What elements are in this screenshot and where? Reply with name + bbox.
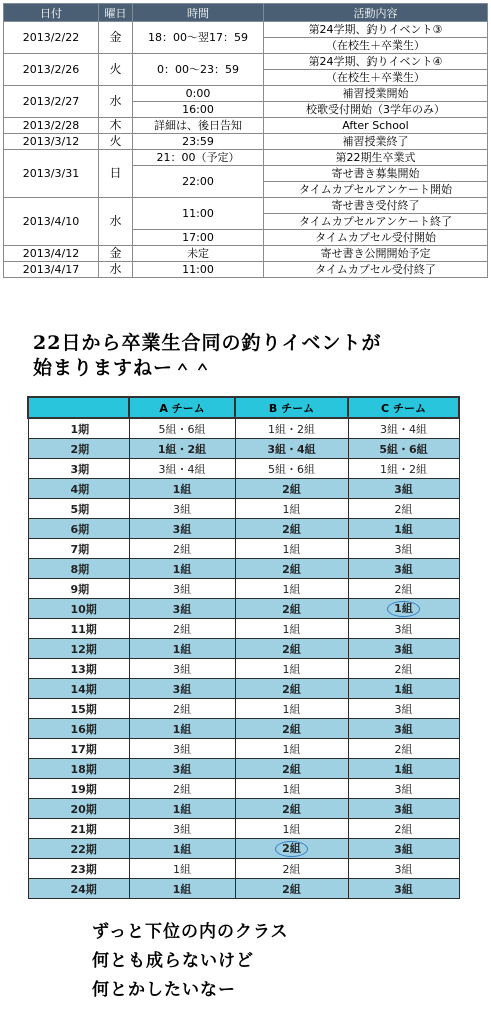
activity-cell: After School bbox=[264, 118, 488, 134]
time-cell: 18：00〜翌17：59 bbox=[133, 22, 264, 54]
period-cell: 19期 bbox=[28, 779, 129, 799]
activity-cell: 第24学期、釣りイベント④ bbox=[264, 54, 488, 70]
activity-cell: 校歌受付開始（3学年のみ） bbox=[264, 102, 488, 118]
rotation-row bbox=[28, 699, 459, 719]
activity-cell: 補習授業開始 bbox=[264, 86, 488, 102]
header-activity: 活動内容 bbox=[264, 4, 488, 22]
team-c-cell: 3組 bbox=[348, 479, 459, 499]
period-cell: 8期 bbox=[28, 559, 129, 579]
circle-mark: 1組 bbox=[387, 601, 420, 617]
rotation-table bbox=[27, 396, 460, 899]
team-b-cell: 2組 bbox=[235, 719, 348, 739]
rotation-row bbox=[28, 859, 459, 879]
team-a-cell: 3組 bbox=[129, 499, 235, 519]
date-cell: 2013/2/26 bbox=[4, 54, 99, 86]
team-b-cell: 2組 bbox=[235, 799, 348, 819]
team-b-cell: 2組 bbox=[235, 759, 348, 779]
header-team-c: C チーム bbox=[348, 397, 459, 418]
rotation-row bbox=[28, 418, 459, 439]
team-c-cell: 1組 bbox=[348, 679, 459, 699]
activity-cell: 第22期生卒業式 bbox=[264, 150, 488, 166]
time-cell: 未定 bbox=[133, 246, 264, 262]
circle-mark: 2組 bbox=[275, 841, 308, 857]
team-c-cell: 2組 bbox=[348, 579, 459, 599]
rotation-row bbox=[28, 779, 459, 799]
period-cell: 12期 bbox=[28, 639, 129, 659]
rotation-row bbox=[28, 819, 459, 839]
weekday-cell: 水 bbox=[99, 262, 133, 278]
period-cell: 23期 bbox=[28, 859, 129, 879]
schedule-row bbox=[4, 118, 488, 134]
team-b-cell: 2組 bbox=[235, 479, 348, 499]
header-time: 時間 bbox=[133, 4, 264, 22]
rotation-row bbox=[28, 599, 459, 619]
weekday-cell: 水 bbox=[99, 198, 133, 246]
activity-cell: タイムカプセルアンケート開始 bbox=[264, 182, 488, 198]
rotation-body bbox=[28, 418, 459, 899]
team-a-cell: 1組 bbox=[129, 859, 235, 879]
period-cell: 11期 bbox=[28, 619, 129, 639]
schedule-body bbox=[4, 22, 488, 278]
date-cell: 2013/4/17 bbox=[4, 262, 99, 278]
rotation-row bbox=[28, 539, 459, 559]
team-c-cell: 3組 bbox=[348, 699, 459, 719]
team-b-cell: 1組 bbox=[235, 819, 348, 839]
time-cell: 11:00 bbox=[133, 198, 264, 230]
weekday-cell: 火 bbox=[99, 54, 133, 86]
rotation-row bbox=[28, 839, 459, 859]
comment-bottom-line: 何とかしたいなー bbox=[92, 980, 236, 1000]
team-c-cell: 3組 bbox=[348, 639, 459, 659]
team-c-cell: 1組・2組 bbox=[348, 459, 459, 479]
team-a-cell: 3組 bbox=[129, 819, 235, 839]
team-b-cell: 2組 bbox=[235, 879, 348, 899]
schedule-row bbox=[4, 262, 488, 278]
weekday-cell: 水 bbox=[99, 86, 133, 118]
team-a-cell: 1組 bbox=[129, 839, 235, 859]
time-cell: 詳細は、後日告知 bbox=[133, 118, 264, 134]
comment-bottom bbox=[92, 918, 288, 1005]
weekday-cell: 金 bbox=[99, 22, 133, 54]
date-cell: 2013/4/10 bbox=[4, 198, 99, 246]
schedule-row bbox=[4, 22, 488, 38]
comment-bottom-line: ずっと下位の内のクラス bbox=[92, 922, 289, 942]
rotation-row bbox=[28, 739, 459, 759]
team-a-cell: 5組・6組 bbox=[129, 418, 235, 439]
team-c-cell: 3組 bbox=[348, 839, 459, 859]
activity-cell: 補習授業終了 bbox=[264, 134, 488, 150]
team-b-cell: 2組 bbox=[235, 679, 348, 699]
team-c-cell bbox=[348, 599, 459, 619]
team-b-cell: 1組 bbox=[235, 579, 348, 599]
schedule-row bbox=[4, 246, 488, 262]
time-cell: 22:00 bbox=[133, 166, 264, 198]
activity-cell: タイムカプセル受付開始 bbox=[264, 230, 488, 246]
team-c-cell: 1組 bbox=[348, 759, 459, 779]
team-a-cell: 1組 bbox=[129, 879, 235, 899]
header-team-a: A チーム bbox=[129, 397, 235, 418]
team-b-cell bbox=[235, 839, 348, 859]
date-cell: 2013/4/12 bbox=[4, 246, 99, 262]
team-c-cell: 2組 bbox=[348, 739, 459, 759]
weekday-cell: 火 bbox=[99, 134, 133, 150]
period-cell: 21期 bbox=[28, 819, 129, 839]
period-cell: 22期 bbox=[28, 839, 129, 859]
period-cell: 20期 bbox=[28, 799, 129, 819]
rotation-row bbox=[28, 619, 459, 639]
date-cell: 2013/3/31 bbox=[4, 150, 99, 198]
team-c-cell: 2組 bbox=[348, 499, 459, 519]
time-cell: 21：00（予定） bbox=[133, 150, 264, 166]
period-cell: 24期 bbox=[28, 879, 129, 899]
period-cell: 7期 bbox=[28, 539, 129, 559]
team-c-cell: 5組・6組 bbox=[348, 439, 459, 459]
header-team-b: B チーム bbox=[235, 397, 348, 418]
activity-cell: （在校生＋卒業生） bbox=[264, 70, 488, 86]
team-a-cell: 3組 bbox=[129, 659, 235, 679]
comment-bottom-line: 何とも成らないけど bbox=[92, 951, 254, 971]
header-date: 日付 bbox=[4, 4, 99, 22]
team-c-cell: 2組 bbox=[348, 659, 459, 679]
rotation-row bbox=[28, 579, 459, 599]
schedule-row bbox=[4, 134, 488, 150]
team-a-cell: 2組 bbox=[129, 619, 235, 639]
schedule-row bbox=[4, 150, 488, 166]
team-a-cell: 1組 bbox=[129, 799, 235, 819]
rotation-row bbox=[28, 479, 459, 499]
date-cell: 2013/2/22 bbox=[4, 22, 99, 54]
team-b-cell: 2組 bbox=[235, 599, 348, 619]
period-cell: 14期 bbox=[28, 679, 129, 699]
header-period bbox=[28, 397, 129, 418]
date-cell: 2013/2/28 bbox=[4, 118, 99, 134]
team-a-cell: 1組 bbox=[129, 559, 235, 579]
team-b-cell: 2組 bbox=[235, 519, 348, 539]
team-a-cell: 3組 bbox=[129, 759, 235, 779]
rotation-row bbox=[28, 499, 459, 519]
schedule-row bbox=[4, 198, 488, 214]
team-c-cell: 3組 bbox=[348, 539, 459, 559]
period-cell: 1期 bbox=[28, 418, 129, 439]
weekday-cell: 木 bbox=[99, 118, 133, 134]
team-b-cell: 1組 bbox=[235, 499, 348, 519]
team-c-cell: 1組 bbox=[348, 519, 459, 539]
team-a-cell: 1組 bbox=[129, 719, 235, 739]
rotation-row bbox=[28, 639, 459, 659]
comment-top-line: 始まりますねー＾＾ bbox=[33, 357, 214, 379]
time-cell: 0:00 bbox=[133, 86, 264, 102]
comment-top-line: 22日から卒業生合同の釣りイベントが bbox=[33, 332, 382, 354]
period-cell: 18期 bbox=[28, 759, 129, 779]
period-cell: 16期 bbox=[28, 719, 129, 739]
time-cell: 0：00〜23：59 bbox=[133, 54, 264, 86]
team-b-cell: 1組・2組 bbox=[235, 418, 348, 439]
period-cell: 13期 bbox=[28, 659, 129, 679]
team-a-cell: 2組 bbox=[129, 539, 235, 559]
team-a-cell: 2組 bbox=[129, 779, 235, 799]
time-cell: 11:00 bbox=[133, 262, 264, 278]
team-b-cell: 2組 bbox=[235, 859, 348, 879]
team-a-cell: 3組・4組 bbox=[129, 459, 235, 479]
period-cell: 4期 bbox=[28, 479, 129, 499]
team-a-cell: 1組・2組 bbox=[129, 439, 235, 459]
rotation-row bbox=[28, 459, 459, 479]
date-cell: 2013/2/27 bbox=[4, 86, 99, 118]
team-c-cell: 3組 bbox=[348, 719, 459, 739]
schedule-header-row bbox=[4, 4, 488, 22]
date-cell: 2013/3/12 bbox=[4, 134, 99, 150]
schedule-row bbox=[4, 86, 488, 102]
period-cell: 2期 bbox=[28, 439, 129, 459]
period-cell: 15期 bbox=[28, 699, 129, 719]
team-a-cell: 2組 bbox=[129, 699, 235, 719]
period-cell: 9期 bbox=[28, 579, 129, 599]
rotation-row bbox=[28, 799, 459, 819]
schedule-row bbox=[4, 54, 488, 70]
team-b-cell: 5組・6組 bbox=[235, 459, 348, 479]
rotation-header-row bbox=[28, 397, 459, 418]
activity-cell: タイムカプセルアンケート終了 bbox=[264, 214, 488, 230]
rotation-row bbox=[28, 719, 459, 739]
team-c-cell: 3組 bbox=[348, 859, 459, 879]
rotation-row bbox=[28, 759, 459, 779]
team-a-cell: 1組 bbox=[129, 639, 235, 659]
rotation-row bbox=[28, 659, 459, 679]
period-cell: 10期 bbox=[28, 599, 129, 619]
rotation-row bbox=[28, 519, 459, 539]
weekday-cell: 金 bbox=[99, 246, 133, 262]
team-b-cell: 1組 bbox=[235, 699, 348, 719]
comment-top bbox=[33, 331, 381, 381]
schedule-table bbox=[3, 3, 488, 278]
team-a-cell: 3組 bbox=[129, 739, 235, 759]
rotation-row bbox=[28, 679, 459, 699]
time-cell: 17:00 bbox=[133, 230, 264, 246]
team-b-cell: 1組 bbox=[235, 739, 348, 759]
activity-cell: 寄せ書き募集開始 bbox=[264, 166, 488, 182]
team-a-cell: 3組 bbox=[129, 679, 235, 699]
team-c-cell: 3組 bbox=[348, 799, 459, 819]
team-a-cell: 3組 bbox=[129, 519, 235, 539]
weekday-cell: 日 bbox=[99, 150, 133, 198]
team-a-cell: 3組 bbox=[129, 579, 235, 599]
header-weekday: 曜日 bbox=[99, 4, 133, 22]
team-c-cell: 3組 bbox=[348, 879, 459, 899]
team-b-cell: 1組 bbox=[235, 619, 348, 639]
time-cell: 23:59 bbox=[133, 134, 264, 150]
team-a-cell: 3組 bbox=[129, 599, 235, 619]
activity-cell: 第24学期、釣りイベント③ bbox=[264, 22, 488, 38]
activity-cell: （在校生＋卒業生） bbox=[264, 38, 488, 54]
team-b-cell: 1組 bbox=[235, 779, 348, 799]
time-cell: 16:00 bbox=[133, 102, 264, 118]
team-c-cell: 3組 bbox=[348, 619, 459, 639]
period-cell: 5期 bbox=[28, 499, 129, 519]
rotation-row bbox=[28, 439, 459, 459]
team-b-cell: 2組 bbox=[235, 559, 348, 579]
team-b-cell: 2組 bbox=[235, 639, 348, 659]
team-a-cell: 1組 bbox=[129, 479, 235, 499]
team-b-cell: 1組 bbox=[235, 539, 348, 559]
period-cell: 6期 bbox=[28, 519, 129, 539]
period-cell: 3期 bbox=[28, 459, 129, 479]
activity-cell: タイムカプセル受付終了 bbox=[264, 262, 488, 278]
activity-cell: 寄せ書き受付終了 bbox=[264, 198, 488, 214]
rotation-row bbox=[28, 879, 459, 899]
activity-cell: 寄せ書き公開開始予定 bbox=[264, 246, 488, 262]
team-c-cell: 3組 bbox=[348, 779, 459, 799]
team-c-cell: 3組 bbox=[348, 559, 459, 579]
rotation-row bbox=[28, 559, 459, 579]
team-c-cell: 3組・4組 bbox=[348, 418, 459, 439]
team-c-cell: 2組 bbox=[348, 819, 459, 839]
team-b-cell: 1組 bbox=[235, 659, 348, 679]
period-cell: 17期 bbox=[28, 739, 129, 759]
team-b-cell: 3組・4組 bbox=[235, 439, 348, 459]
